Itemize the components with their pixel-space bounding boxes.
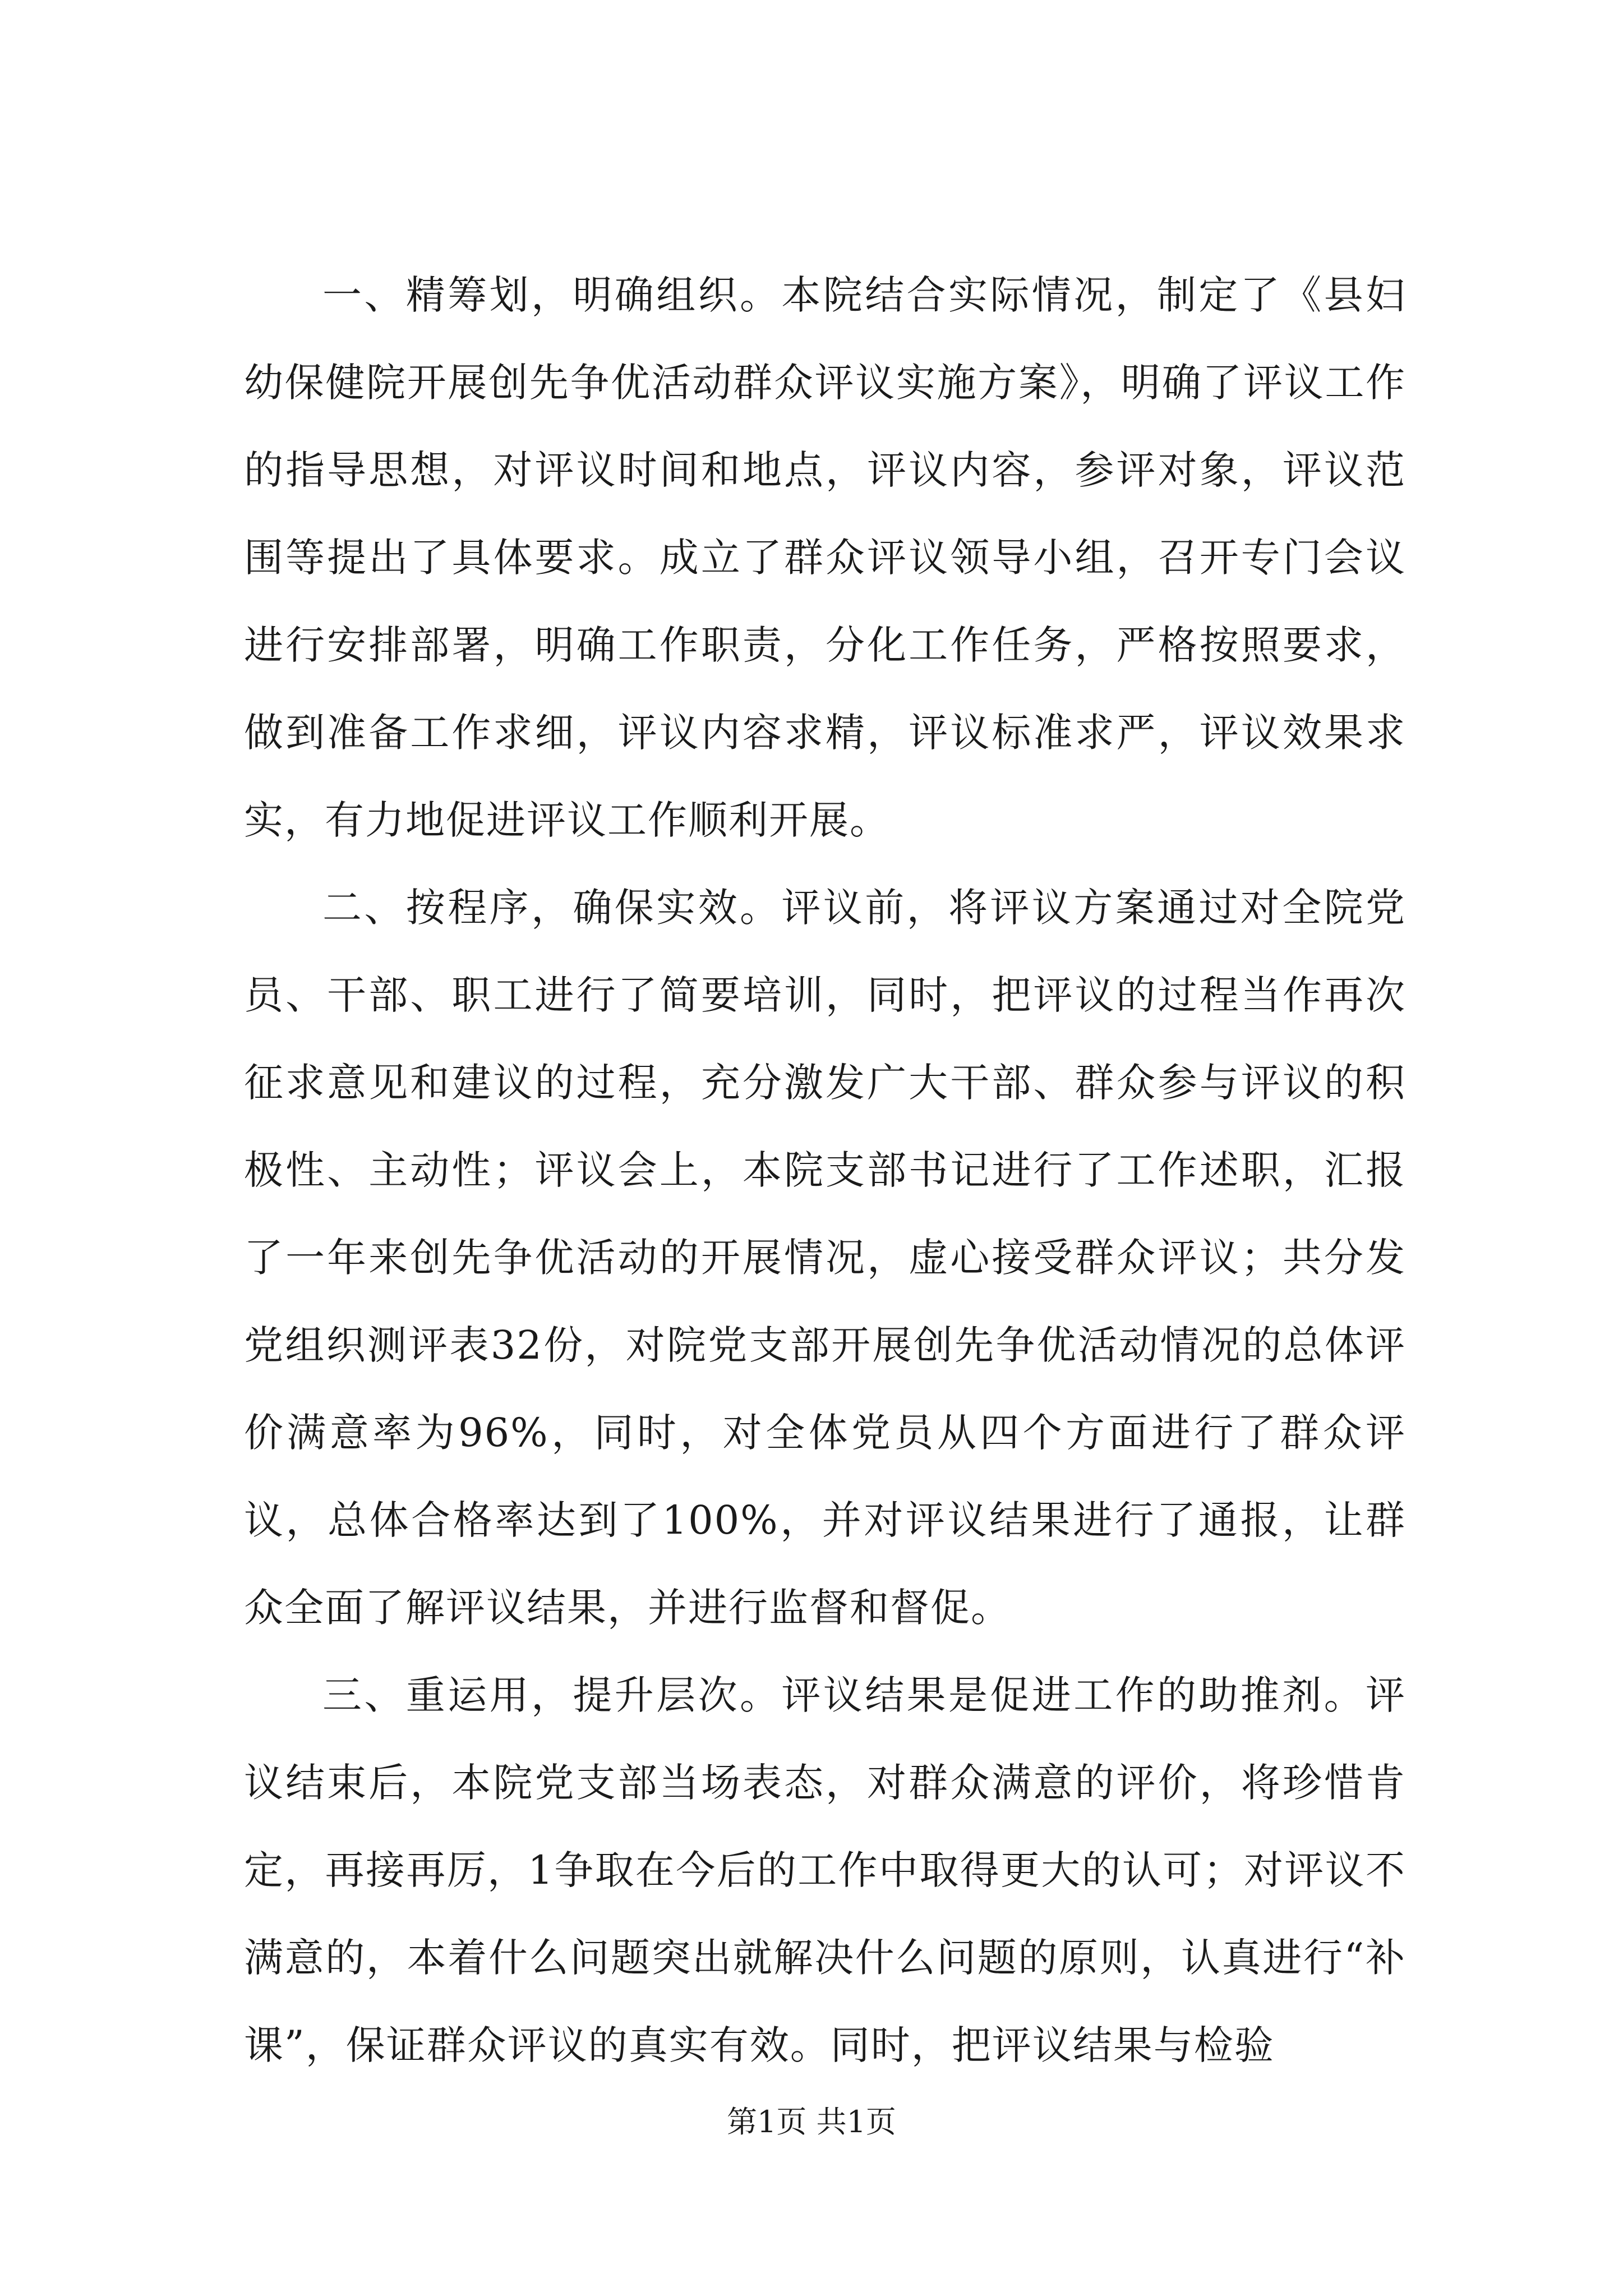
paragraph-1: 一、精筹划，明确组织。本院结合实际情况，制定了《县妇幼保健院开展创先争优活动群众评议实施方案》，明确了评议工作的指导思想，对评议时间和地点，评议内容，参评对象，评议范围等提出了具体要求。成立了群众评议领导小组，召开专门会议进行安排部署，明确工作职责，分化工作任务，严格按照要求，做到准备工作求细，评议内容求精，评议标准求严，评议效果求实，有力地促进评议工作顺利开展。 xyxy=(244,272,1406,843)
document-body xyxy=(244,251,1406,2089)
paragraph-2: 二、按程序，确保实效。评议前，将评议方案通过对全院党员、干部、职工进行了简要培训，同时，把评议的过程当作再次征求意见和建议的过程，充分激发广大干部、群众参与评议的积极性、主动性；评议会上，本院支部书记进行了工作述职，汇报了一年来创先争优活动的开展情况，虚心接受群众评议；共分发党组织测评表32份，对院党支部开展创先争优活动情况的总体评价满意率为96%，同时，对全体党员从四个方面进行了群众评议，总体合格率达到了100%，并对评议结果进行了通报，让群众全面了解评议结果，并进行监督和督促。 xyxy=(244,885,1406,1631)
page-footer: 第1页 共1页 xyxy=(727,2104,896,2139)
paragraph-3: 三、重运用，提升层次。评议结果是促进工作的助推剂。评议结束后，本院党支部当场表态，对群众满意的评价，将珍惜肯定，再接再厉，1争取在今后的工作中取得更大的认可；对评议不满意的，本着什么问题突出就解决什么问题的原则，认真进行“补课”，保证群众评议的真实有效。同时，把评议结果与检验 xyxy=(244,1672,1406,2068)
